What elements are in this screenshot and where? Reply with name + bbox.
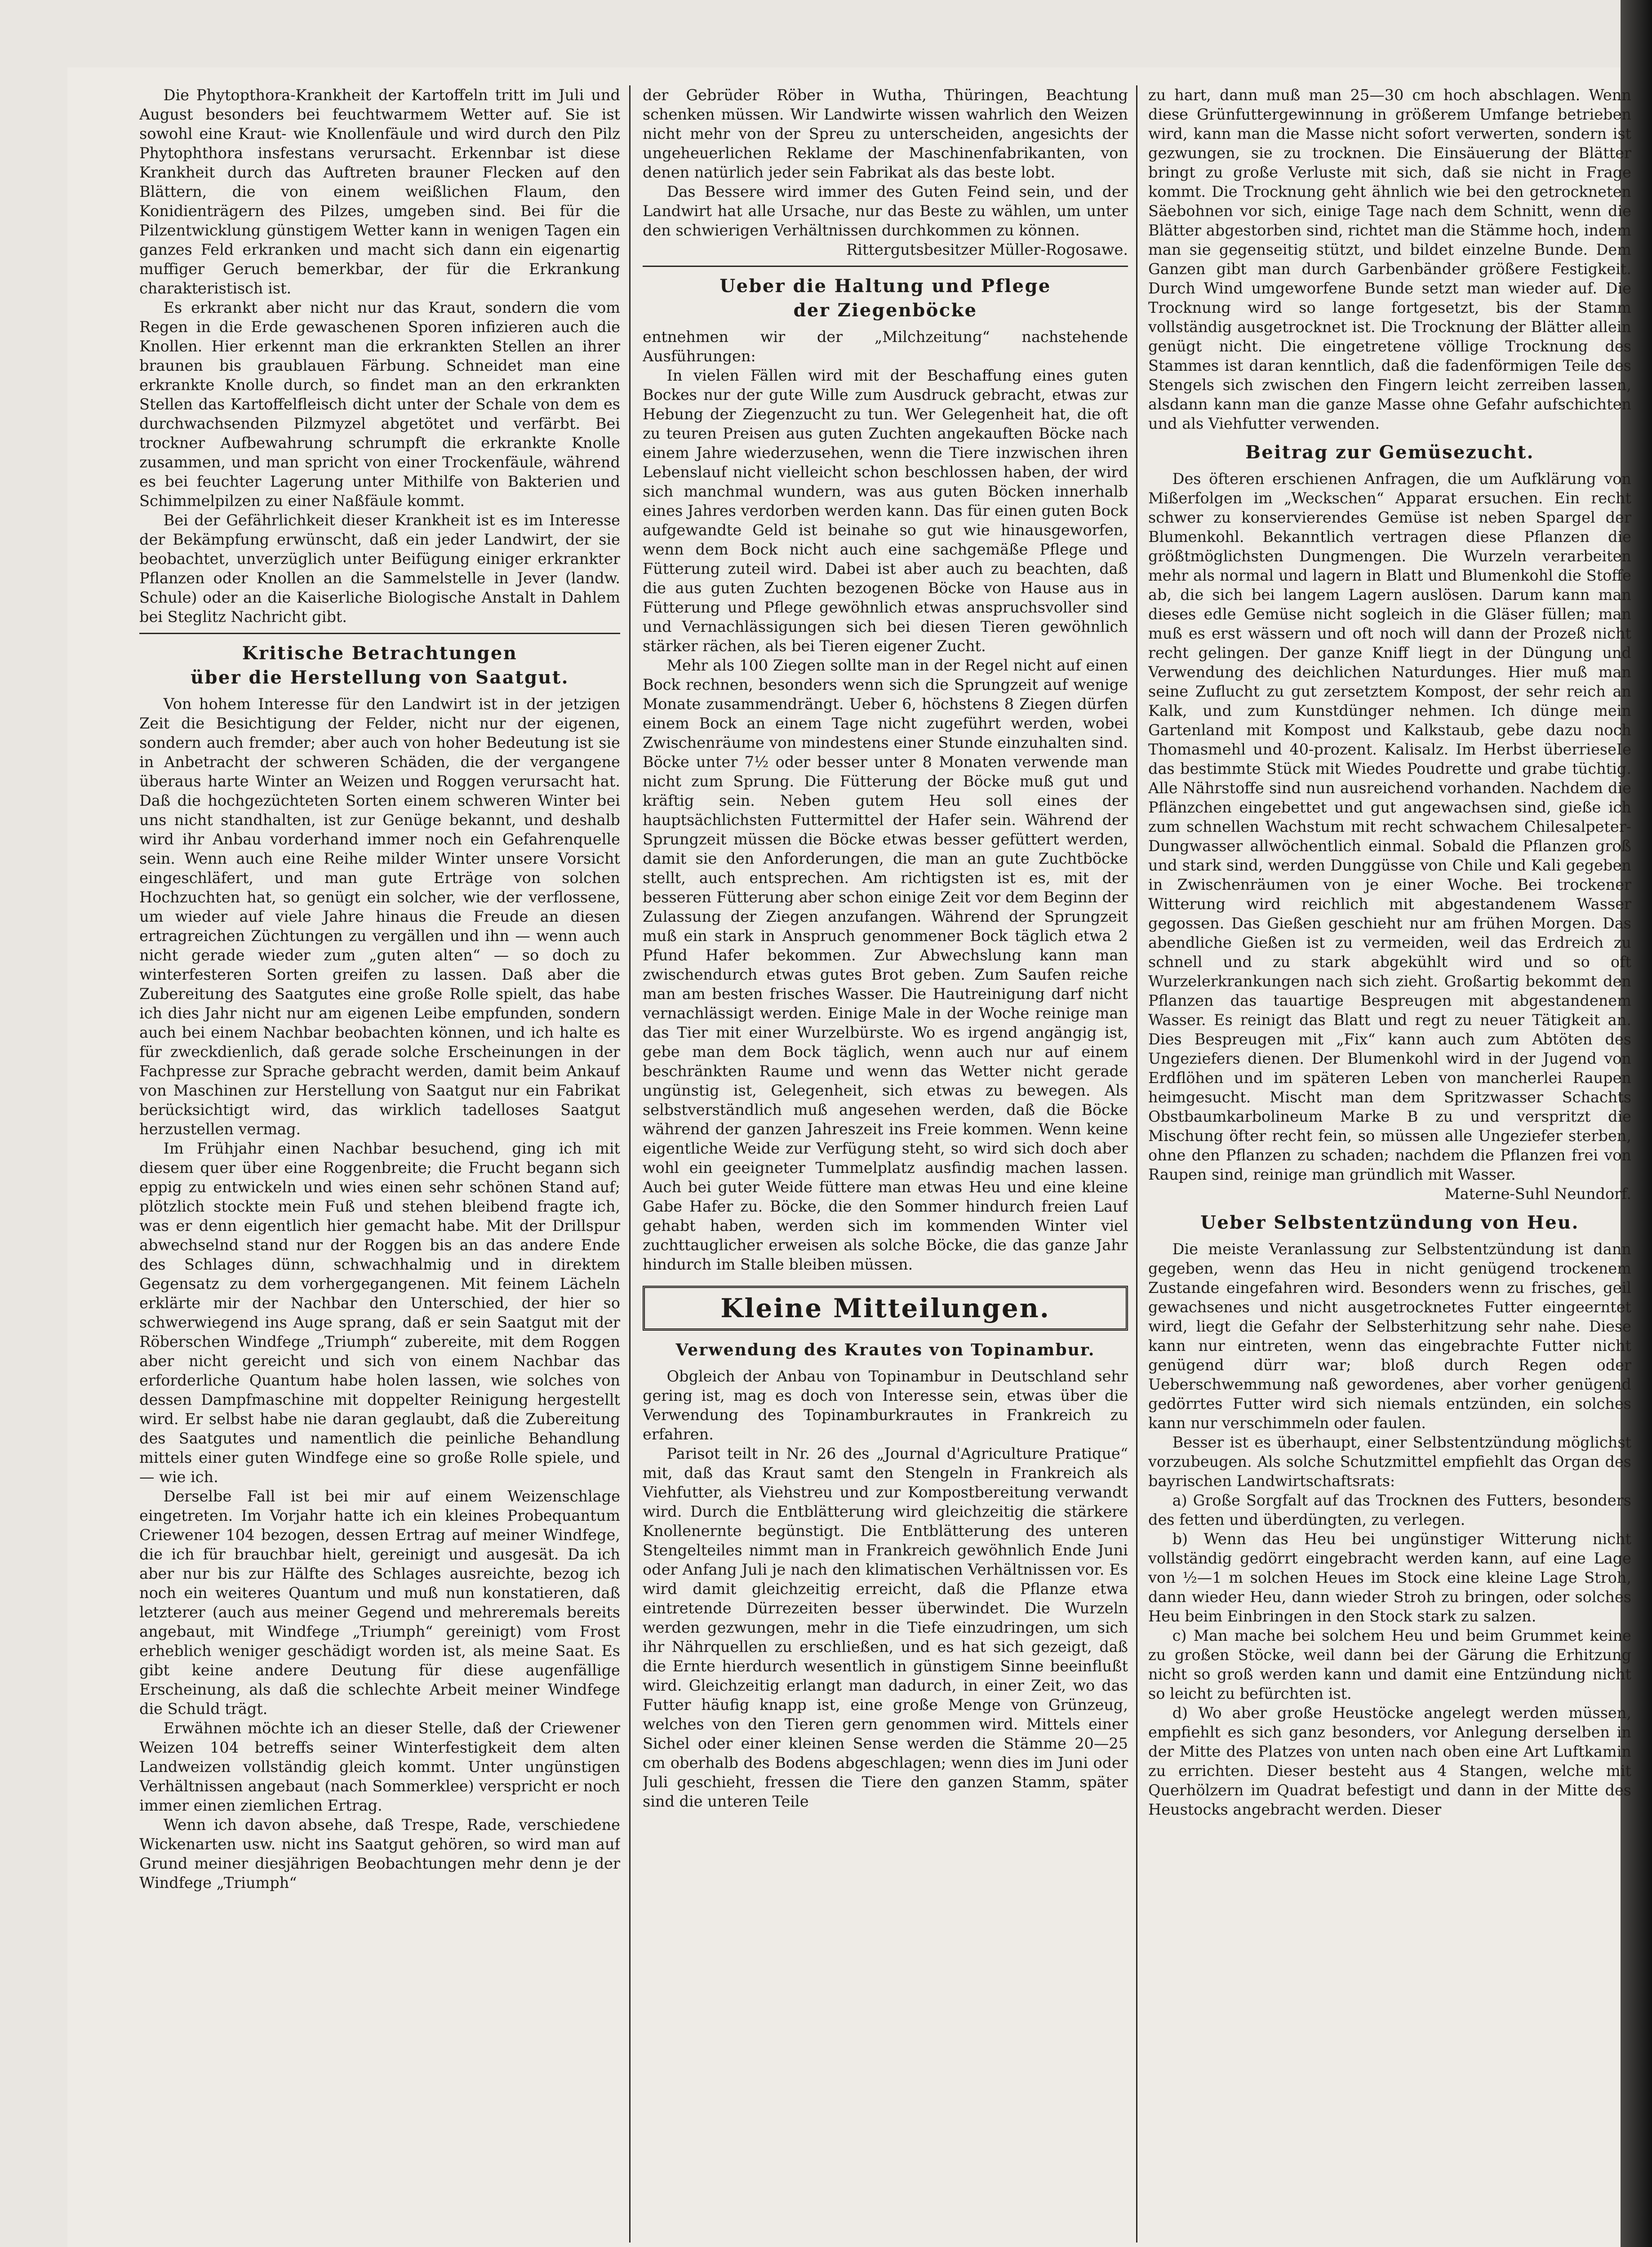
heading-ziegenboecke-line2: der Ziegenböcke (793, 300, 977, 321)
article-gemuese-p1: Des öfteren erschienen Anfragen, die um Aufklärung von Mißerfolgen im „Weckschen“ Apparat ersuchen. Ein recht schwer zu konservierendes Gemüse ist neben Spargel der Blumenkohl. Bekanntlich vertragen diese Pflanzen die größtmöglichsten Dungmengen. Die Wurzeln verarbeiten mehr als normal und lagern in Blatt und Blumenkohl die Stoffe ab, die sich bei langem Lagern auslösen. Darum kann man dieses edle Gemüse nicht sogleich in die Gläser füllen; man muß es erst wässern und oft noch will dann der Prozeß nicht recht gelingen. Der ganze Kniff liegt in der Düngung und Verwendung des deichlichen Naturdunges. Hier muß man seine Zuflucht zu gut zersetztem Kompost, der sehr reich an Kalk, und zum Kunstdünger nehmen. Ich dünge mein Gartenland mit Kompost und Kalkstaub, gebe dazu noch Thomasmehl und 40-prozent. Kalisalz. Im Herbst überrieseIe das bestimmte Stück mit Wiedes Poudrette und grabe tüchtig. Alle Nährstoffe sind nun ausreichend vorhanden. Nachdem die Pflänzchen eingebettet und gut angewachsen sind, gieße ich zum schnellen Wachstum mit recht schwachem Chilesalpeter-Dungwasser allwöchentlich einmal. Sobald die Pflanzen groß und stark sind, werden Dunggüsse von Chile und Kali gegeben in Zwischenräumen von je einer Woche. Bei trockener Witterung wird reichlich mit abgestandenem Wasser gegossen. Das Gießen geschieht nur am frühen Morgen. Das abendliche Gießen ist zu vermeiden, weil das Erdreich zu schnell und zu stark abgekühlt wird und so oft Wurzelerkrankungen nach sich zieht. Großartig bekommt den Pflanzen das tauartige Bespreugen mit abgestandenem Wasser. Es reinigt das Blatt und regt zu neuer Tätigkeit an. Dies Bespreugen mit „Fix“ kann auch zum Abtöten des Ungeziefers dienen. Der Blumenkohl wird in der Jugend von Erdflöhen und im späteren Leben von mancherlei Raupen heimgesucht. Mischt man dem Spritzwasser Schachts Obstbaumkarbolineum Marke B zu und verspritzt die Mischung öfter recht fein, so müssen alle Ungeziefer sterben, ohne den Pflanzen zu schaden; nachdem die Pflanzen frei von Raupen sind, reinige man gründlich mit Wasser. (1148, 470, 1631, 1183)
heading-ziegenboecke (643, 274, 1128, 323)
article-heu-item-c: c) Man mache bei solchem Heu und beim Grummet keine zu großen Stöcke, weil dann bei der Gärung die Erhitzung nicht so groß werden kann und damit eine Entzündung nicht so leicht zu befürchten ist. (1148, 1627, 1631, 1702)
article-ziegen-intro: entnehmen wir der „Milchzeitung“ nachstehende Ausführungen: (643, 328, 1128, 365)
article-saatgut-p3: Derselbe Fall ist bei mir auf einem Weizenschlage eingetreten. Im Vorjahr hatte ich ein kleines Probequantum Criewener 104 bezogen, dessen Ertrag auf meiner Windfege, die ich für brauchbar hielt, gereinigt und ausgesät. Da ich aber nur bis zur Hälfte des Schlages ausreichte, bezog ich noch ein weiteres Quantum und muß nun konstatieren, daß letzterer (auch aus meiner Gegend und mehreremals bereits angebaut, mit Windfege „Triumph“ gereinigt) vom Frost erheblich weniger geschädigt worden ist, als meine Saat. Es gibt keine andere Deutung für diese augenfällige Erscheinung, als daß die schlechte Arbeit meiner Windfege die Schuld trägt. (139, 1488, 620, 1718)
article-topinambur-p3: zu hart, dann muß man 25—30 cm hoch abschlagen. Wenn diese Grünfuttergewinnung in größerem Umfange betrieben wird, kann man die Masse nicht sofort verwerten, sondern ist gezwungen, sie zu trocknen. Die Einsäuerung der Blätter bringt zu große Verluste mit sich, daß sie nicht in Frage kommt. Die Trocknung geht ähnlich wie bei den getrockneten Säebohnen vor sich, einige Tage nach dem Schnitt, wenn die Blätter abgestorben sind, richtet man die Stämme hoch, indem man sie gegenseitig stützt, und bildet einzelne Bunde. Dem Ganzen gibt man durch Garbenbänder größere Festigkeit. Durch Wind umgeworfene Bunde setzt man wieder auf. Die Trocknung wird so lange fortgesetzt, bis der Stamm vollständig ausgetrocknet ist. Die Trocknung der Blätter allein genügt nicht. Die eingetretene völlige Trocknung des Stammes ist daran kenntlich, daß die fadenförmigen Teile des Stengels sich zwischen den Fingern leicht zerreiben lassen, alsdann kann man die ganze Masse ohne Gefahr aufschichten und als Viehfutter verwenden. (1148, 86, 1631, 432)
author-signature: Materne-Suhl Neundorf. (1444, 1185, 1631, 1203)
author-signature: Rittergutsbesitzer Müller-Rogosawe. (846, 241, 1128, 258)
divider (643, 266, 1128, 267)
column-3 (1148, 85, 1631, 2247)
article-saatgut-p6: der Gebrüder Röber in Wutha, Thüringen, Beachtung schenken müssen. Wir Landwirte wissen wahrlich den Weizen nicht mehr von der Spreu zu unterscheiden, angesichts der ungeheuerlichen Reklame der Maschinenfabrikanten, von denen natürlich jeder sein Fabrikat als das beste lobt. (643, 86, 1128, 181)
heading-selbstentzuendung: Ueber Selbstentzündung von Heu. (1200, 1212, 1579, 1233)
column-2 (643, 85, 1128, 2247)
section-box-kleine-mitteilungen: Kleine Mitteilungen. (643, 1286, 1128, 1331)
heading-saatgut (139, 641, 620, 690)
article-ziegen-p1: In vielen Fällen wird mit der Beschaffung eines guten Bockes nur der gute Wille zum Ausdruck gebracht, etwas zur Hebung der Ziegenzucht zu tun. Wer Gelegenheit hat, die oft zu teuren Preisen aus guten Zuchten angekauften Böcke nach einem Jahre wiederzusehen, wenn die Tiere inzwischen ihren Lebenslauf nicht vielleicht schon beschlossen haben, der wird sich manchmal wundern, was aus guten Böcken innerhalb eines Jahres verdorben werden kann. Das für einen guten Bock aufgewandte Geld ist beinahe so gut wie hinausgeworfen, wenn dem Bock nicht auch eine sachgemäße Pflege und Fütterung zuteil wird. Dabei ist aber auch zu beachten, daß die aus guten Zuchten bezogenen Böcke von Hause aus in Fütterung und Pflege gewöhnlich etwas anspruchsvoller sind und Vernachlässigungen sich bei diesen Tieren gewöhnlich stärker rächen, als bei Tieren eigener Zucht. (643, 367, 1128, 655)
article-saatgut-p4: Erwähnen möchte ich an dieser Stelle, daß der Criewener Weizen 104 betreffs seiner Winterfestigkeit dem alten Landweizen vollständig gleich kommt. Unter ungünstigen Verhältnissen angebaut (nach Sommerklee) verspricht er noch immer einen ziemlichen Ertrag. (139, 1719, 620, 1814)
article-saatgut-p2: Im Frühjahr einen Nachbar besuchend, ging ich mit diesem quer über eine Roggenbreite; die Frucht begann sich eppig zu entwickeln und wies einen sehr schönen Stand auf; plötzlich stockte mein Fuß und stehen bleibend fragte ich, was er denn eigentlich hier gemacht habe. Mit der Drillspur abwechselnd stand nur der Roggen bis an das andere Ende des Schlages dünn, schwachhalmig und in direktem Gegensatz zu dem vorhergegangenen. Mit feinem Lächeln erklärte mir der Nachbar den Unterschied, der hier so schwerwiegend ins Auge sprang, daß er sein Saatgut mit der Röberschen Windfege „Triumph“ zubereite, mit dem Roggen aber nicht gereicht und sich von einem Nachbar das erforderliche Quantum habe holen lassen, wie solches von dessen Dampfmaschine mit doppelter Reinigung hergestellt wird. Er selbst habe nie daran geglaubt, daß die Zubereitung des Saatgutes und namentlich die peinliche Behandlung mittels einer guten Windfege eine so große Rolle spiele, und — wie ich. (139, 1140, 620, 1486)
column-1 (139, 85, 620, 2247)
article-phytophthora-p1: Die Phytopthora-Krankheit der Kartoffeln tritt im Juli und August besonders bei feuchtwarmem Wetter auf. Sie ist sowohl eine Kraut- wie Knollenfäule und wird durch den Pilz Phytophthora insfestans verursacht. Erkennbar ist diese Krankheit durch das Auftreten brauner Flecken auf den Blättern, die von einem weißlichen Flaum, den Konidienträgern des Pilzes, umgeben sind. Bei für die Pilzentwicklung günstigem Wetter kann in wenigen Tagen ein ganzes Feld erkranken und macht sich dann ein eigenartig muffiger Geruch bemerkbar, der für die Erkrankung charakteristisch ist. (139, 86, 620, 297)
article-saatgut-p1: Von hohem Interesse für den Landwirt ist in der jetzigen Zeit die Besichtigung der Felder, nicht nur der eigenen, sondern auch fremder; aber auch von hoher Bedeutung ist sie in Anbetracht der schweren Schäden, die der vergangene überaus harte Winter an Weizen und Roggen verursacht hat. Daß die hochgezüchteten Sorten einem schweren Winter bei uns nicht standhalten, ist zur Genüge bekannt, und deshalb wird ihr Anbau vorderhand immer noch ein Gefahrenquelle sein. Wenn auch eine Reihe milder Winter unsere Vorsicht eingeschläfert, und man gute Erträge von solchen Hochzuchten hat, so genügt ein solcher, wie der verflossene, um wieder auf viele Jahre hinaus die Freude an diesen ertragreichen Züchtungen zu vergällen und ihn — wenn auch nicht gerade wieder zum „guten alten“ — so doch zu winterfesteren Sorten greifen zu lassen. Daß aber die Zubereitung des Saatgutes eine große Rolle spielt, das habe ich dies Jahr nicht nur am eigenen Leibe empfunden, sondern auch bei einem Nachbar beobachten können, und ich halte es für zweckdienlich, daß gerade solche Erscheinungen in der Fachpresse zur Sprache gebracht werden, damit beim Ankauf von Maschinen zur Herstellung von Saatgut nur ein Fabrikat berücksichtigt wird, das wirklich tadelloses Saatgut herzustellen vermag. (139, 695, 620, 1138)
article-phytophthora-p3: Bei der Gefährlichkeit dieser Krankheit ist es im Interesse der Bekämpfung erwünscht, daß ein jeder Landwirt, der sie beobachtet, unverzüglich unter Beifügung einiger erkrankter Pflanzen oder Knollen an die Sammelstelle in Jever (landw. Schule) oder an die Kaiserliche Biologische Anstalt in Dahlem bei Steglitz Nachricht gibt. (139, 511, 620, 626)
column-rule-2 (1136, 85, 1137, 2243)
heading-saatgut-line1: Kritische Betrachtungen (242, 643, 518, 664)
article-heu-p1: Die meiste Veranlassung zur Selbstentzündung ist dann gegeben, wenn das Heu in nicht genügend trockenem Zustande eingefahren wird. Besonders wenn zu frisches, geil gewachsenes und nicht ausgetrocknetes Futter eingeerntet wird, liegt die Gefahr der Selbsterhitzung sehr nahe. Diese kann nur eintreten, wenn das eingebrachte Futter nicht genügend dürr war; bloß durch Regen oder Ueberschwemmung naß gewordenes, aber vorher genügend gedörrtes Futter wird sich niemals entzünden, ein solches kann nur verschimmeln oder faulen. (1148, 1240, 1631, 1432)
article-ziegen-p2: Mehr als 100 Ziegen sollte man in der Regel nicht auf einen Bock rechnen, besonders wenn sich die Sprungzeit auf wenige Monate zusammendrängt. Ueber 6, höchstens 8 Ziegen dürfen einem Bock an einem Tage nicht zugeführt werden, wobei Zwischenräume von mindestens einer Stunde einzuhalten sind. Böcke unter 7½ oder besser unter 8 Monaten verwende man nicht zum Sprung. Die Fütterung der Böcke muß gut und kräftig sein. Neben gutem Heu soll eines der hauptsächlichsten Futtermittel der Hafer sein. Während der Sprungzeit müssen die Böcke etwas besser gefüttert werden, damit sie den Anforderungen, die man an gute Zuchtböcke stellt, auch entsprechen. Am richtigsten ist es, mit der besseren Fütterung aber schon einige Zeit vor dem Beginn der Zulassung der Ziegen anzufangen. Während der Sprungzeit muß ein stark in Anspruch genommener Bock täglich etwa 2 Pfund Hafer bekommen. Zur Abwechslung kann man zwischendurch etwas gutes Brot geben. Zum Saufen reiche man am besten frisches Wasser. Die Hautreinigung darf nicht vernachlässigt werden. Einige Male in der Woche reinige man das Tier mit einer Wurzelbürste. Wo es irgend angängig ist, gebe man dem Bock täglich, wenn auch nur auf einem beschränkten Raume und wenn das Wetter nicht gerade ungünstig ist, Gelegenheit, sich etwas zu bewegen. Als selbstverständlich muß angesehen werden, daß die Böcke während der ganzen Jahreszeit ins Freie kommen. Wenn keine eigentliche Weide zur Verfügung steht, so wird sich doch aber wohl ein geeigneter Tummelplatz ausfindig machen lassen. Auch bei guter Weide füttere man etwas Heu und eine kleine Gabe Hafer zu. Böcke, die den Sommer hindurch freien Lauf gehabt haben, werden sich im kommenden Winter viel zuchttauglicher erweisen als solche Böcke, die das ganze Jahr hindurch im Stalle bleiben müssen. (643, 657, 1128, 1273)
heading-saatgut-line2: über die Herstellung von Saatgut. (190, 667, 569, 688)
article-topinambur-p1: Obgleich der Anbau von Topinambur in Deutschland sehr gering ist, mag es doch von Interesse sein, etwas über die Verwendung des Topinamburkrautes in Frankreich zu erfahren. (643, 1368, 1128, 1443)
heading-ziegenboecke-line1: Ueber die Haltung und Pflege (719, 275, 1051, 297)
article-topinambur-p2: Parisot teilt in Nr. 26 des „Journal d'Agriculture Pratique“ mit, daß das Kraut samt den Stengeln in Frankreich als Viehfutter, als Viehstreu und zur Kompostbereitung verwandt wird. Durch die Entblätterung wird gleichzeitig die stärkere Knollenernte begünstigt. Die Entblätterung des unteren Stengelteiles nimmt man in Frankreich gewöhnlich Ende Juni oder Anfang Juli je nach den klimatischen Verhältnissen vor. Es wird damit gleichzeitig erreicht, daß die Pflanze etwa eintretende Dürrezeiten besser überwindet. Die Wurzeln werden gezwungen, mehr in die Tiefe einzudringen, um sich ihr Nährquellen zu erschließen, und es hat sich gezeigt, daß die Ernte hierdurch wesentlich in günstigem Sinne beeinflußt wird. Gleichzeitig erlangt man dadurch, in einer Zeit, wo das Futter häufig knapp ist, eine große Menge von Grünzeug, welches von den Tieren gern genommen wird. Mittels einer Sichel oder einer kleinen Sense werden die Stämme 20—25 cm oberhalb des Bodens abgeschlagen; wenn dies im Juni oder Juli geschieht, fressen die Tiere den ganzen Stamm, später sind die unteren Teile (643, 1445, 1128, 1810)
heading-topinambur: Verwendung des Krautes von Topinambur. (675, 1341, 1095, 1359)
article-phytophthora-p2: Es erkrankt aber nicht nur das Kraut, sondern die vom Regen in die Erde gewaschenen Sporen infizieren auch die Knollen. Hier erkennt man die erkrankten Stellen an ihrer braunen bis graublauen Färbung. Schneidet man eine erkrankte Knolle durch, so findet man an den erkrankten Stellen das Kartoffelfleisch dicht unter der Schale von dem es durchwachsenden Pilzmyzel abgetötet und verfärbt. Bei trockner Aufbewahrung schrumpft die erkrankte Knolle zusammen, und man spricht von einer Trockenfäule, während es bei feuchter Lagerung unter Mithilfe von Bakterien und Schimmelpilzen zu einer Naßfäule kommt. (139, 299, 620, 510)
article-heu-item-a: a) Große Sorgfalt auf das Trocknen des Futters, besonders des fetten und überdüngten, zu verlegen. (1148, 1492, 1631, 1528)
column-rule-1 (629, 85, 631, 2243)
article-heu-p2: Besser ist es überhaupt, einer Selbstentzündung möglichst vorzubeugen. Als solche Schutzmittel empfiehlt das Organ des bayrischen Landwirtschaftsrats: (1148, 1434, 1631, 1490)
article-heu-item-b: b) Wenn das Heu bei ungünstiger Witterung nicht vollständig gedörrt eingebracht werden kann, auf eine Lage von ½—1 m solchen Heues im Stock eine kleine Lage Stroh, dann wieder Heu, dann wieder Stroh zu bringen, oder solches Heu beim Einbringen in den Stock stark zu salzen. (1148, 1530, 1631, 1625)
article-heu-item-d: d) Wo aber große Heustöcke angelegt werden müssen, empfiehlt es sich ganz besonders, vor Anlegung derselben in der Mitte des Platzes von unten nach oben eine Art Luftkamin zu errichten. Dieser besteht aus 4 Stangen, welche mit Querhölzern im Quadrat befestigt und dann in der Mitte des Heustocks angebracht werden. Dieser (1148, 1704, 1631, 1818)
heading-gemuesezucht: Beitrag zur Gemüsezucht. (1245, 442, 1534, 463)
article-saatgut-p5: Wenn ich davon absehe, daß Trespe, Rade, verschiedene Wickenarten usw. nicht ins Saatgut gehören, so wird man auf Grund meiner diesjährigen Beobachtungen mehr denn je der Windfege „Triumph“ (139, 1816, 620, 1892)
divider (139, 633, 620, 634)
article-saatgut-p7: Das Bessere wird immer des Guten Feind sein, und der Landwirt hat alle Ursache, nur das Beste zu wählen, um unter den schwierigen Verhältnissen durchkommen zu können. (643, 183, 1128, 239)
